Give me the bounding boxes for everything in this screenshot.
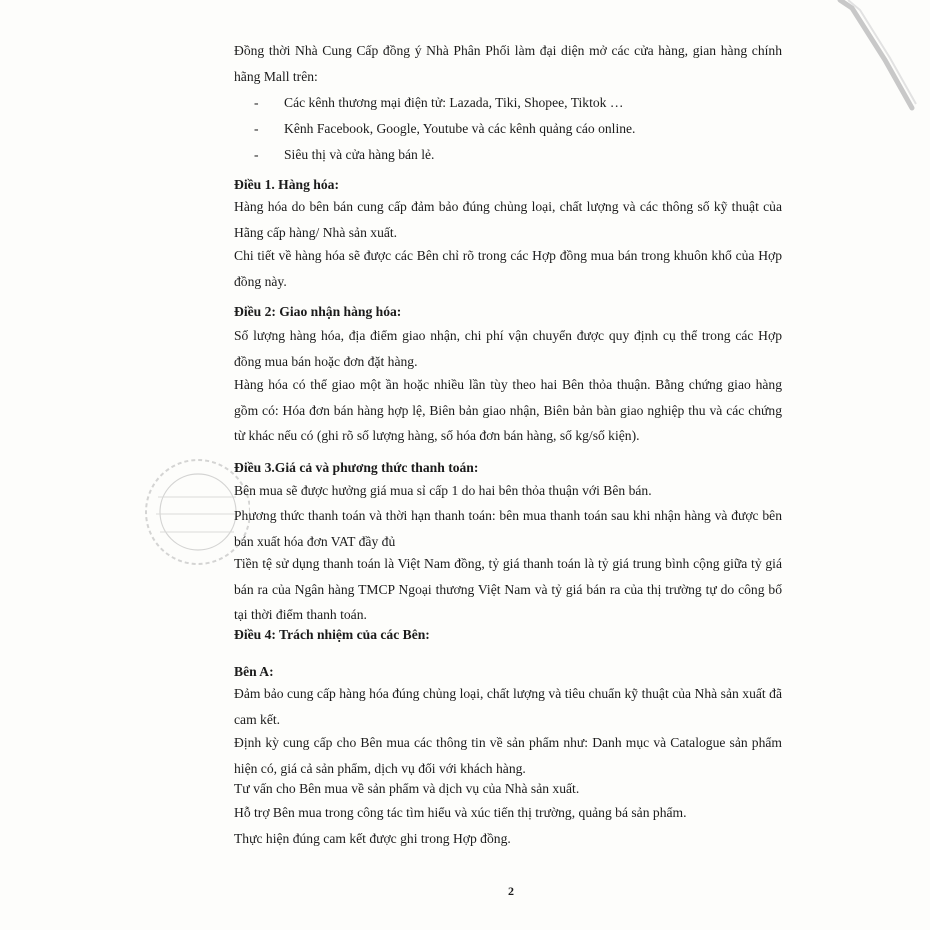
article-4-heading: Điều 4: Trách nhiệm của các Bên: [234,627,430,642]
scan-edge-mark [790,0,930,120]
list-item: - Siêu thị và cửa hàng bán lẻ. [254,147,435,162]
article-3-heading: Điều 3.Giá cả và phương thức thanh toán: [234,460,479,475]
article-2-heading: Điều 2: Giao nhận hàng hóa: [234,304,402,319]
article-3-paragraph-2: Phương thức thanh toán và thời hạn thanh toán: bên mua thanh toán sau khi nhận hàng và được bên bán xuất hóa đơn VAT đầy đủ [234,508,782,549]
party-a-item-4: Hỗ trợ Bên mua trong công tác tìm hiểu và xúc tiến thị trường, quảng bá sản phẩm. [234,805,687,820]
party-a-item-5: Thực hiện đúng cam kết được ghi trong Hợp đồng. [234,831,511,846]
article-1-paragraph-1: Hàng hóa do bên bán cung cấp đảm bảo đúng chủng loại, chất lượng và các thông số kỹ thuật của Hãng cấp hàng/ Nhà sản xuất. [234,199,782,240]
list-item: - Các kênh thương mại điện tử: Lazada, Tiki, Shopee, Tiktok … [254,95,624,110]
list-item: - Kênh Facebook, Google, Youtube và các kênh quảng cáo online. [254,121,636,136]
party-a-item-3: Tư vấn cho Bên mua về sản phẩm và dịch vụ của Nhà sản xuất. [234,781,580,796]
channel-list [254,90,635,168]
article-2-paragraph-2: Hàng hóa có thể giao một ần hoặc nhiều lần tùy theo hai Bên thỏa thuận. Bằng chứng giao hàng gồm có: Hóa đơn bán hàng hợp lệ, Biên bản giao nhận, Biên bản bàn giao nghiệp thu và các chứng từ khác nếu có (ghi rõ số lượng hàng, số hóa đơn bán hàng, số kg/số kiện). [234,377,782,443]
intro-paragraph: Đồng thời Nhà Cung Cấp đồng ý Nhà Phân Phối làm đại diện mở các cửa hàng, gian hàng chính hãng Mall trên: [234,43,782,84]
page-number: 2 [508,884,514,898]
article-3-paragraph-1: Bên mua sẽ được hưởng giá mua sỉ cấp 1 do hai bên thỏa thuận với Bên bán. [234,483,652,498]
article-3-paragraph-3: Tiền tệ sử dụng thanh toán là Việt Nam đồng, tỷ giá thanh toán là tỷ giá trung bình cộng giữa tỷ giá bán ra của Ngân hàng TMCP Ngoại thương Việt Nam và tỷ giá bán ra của thị trường tự do công bố tại thời điểm thanh toán. [234,556,782,622]
article-1-paragraph-2: Chi tiết về hàng hóa sẽ được các Bên chỉ rõ trong các Hợp đồng mua bán trong khuôn khổ của Hợp đồng này. [234,248,782,289]
party-a-item-1: Đảm bảo cung cấp hàng hóa đúng chủng loại, chất lượng và tiêu chuẩn kỹ thuật của Nhà sản xuất đã cam kết. [234,686,782,727]
article-2-paragraph-1: Số lượng hàng hóa, địa điểm giao nhận, chi phí vận chuyển được quy định cụ thể trong các Hợp đồng mua bán hoặc đơn đặt hàng. [234,328,782,369]
party-a-item-2: Định kỳ cung cấp cho Bên mua các thông tin về sản phẩm như: Danh mục và Catalogue sản phẩm hiện có, giá cả sản phẩm, dịch vụ đối với khách hàng. [234,735,782,776]
party-a-heading: Bên A: [234,664,274,679]
article-1-heading: Điều 1. Hàng hóa: [234,177,339,192]
